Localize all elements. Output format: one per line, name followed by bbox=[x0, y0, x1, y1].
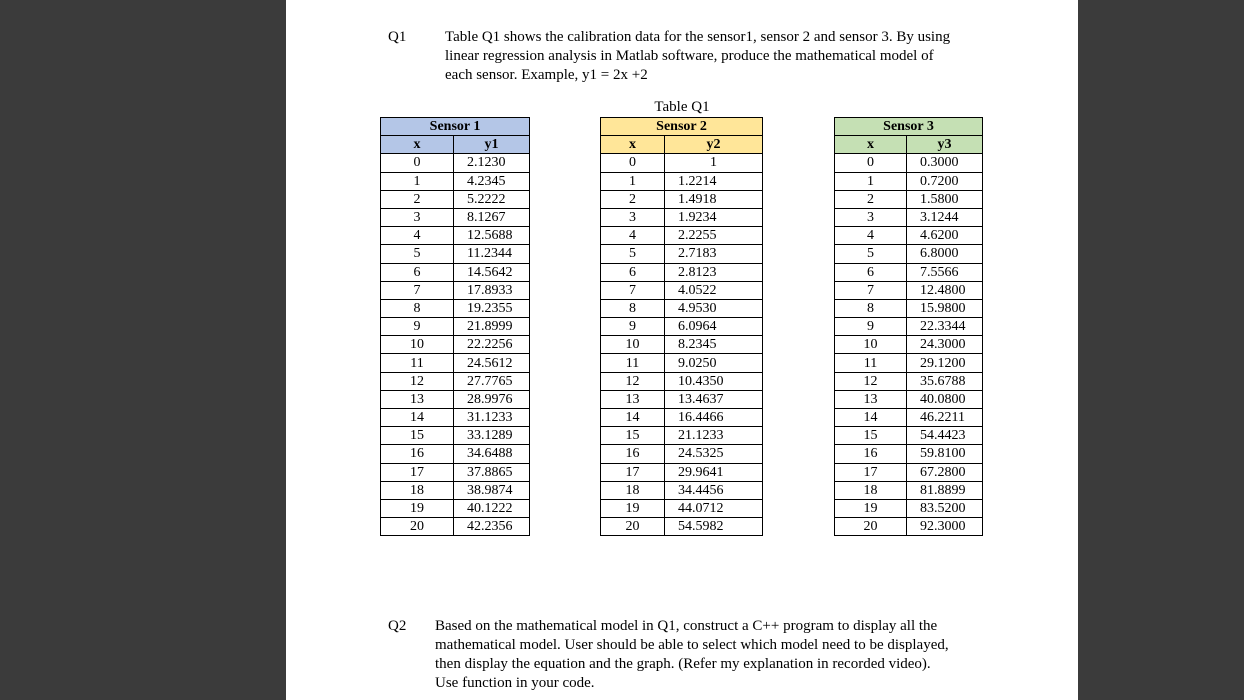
y-cell: 28.9976 bbox=[454, 390, 530, 408]
table-row bbox=[835, 190, 983, 208]
y-cell: 46.2211 bbox=[907, 409, 983, 427]
x-cell: 13 bbox=[381, 390, 454, 408]
table-row bbox=[381, 481, 530, 499]
y-cell: 59.8100 bbox=[907, 445, 983, 463]
y-cell: 1.5800 bbox=[907, 190, 983, 208]
y-cell: 10.4350 bbox=[665, 372, 763, 390]
table-row bbox=[835, 281, 983, 299]
q1-line: linear regression analysis in Matlab software, produce the mathematical model of bbox=[445, 48, 934, 64]
x-cell: 1 bbox=[381, 172, 454, 190]
table-row bbox=[601, 208, 763, 226]
x-cell: 12 bbox=[835, 372, 907, 390]
table-row bbox=[381, 409, 530, 427]
document-page bbox=[286, 0, 1078, 700]
x-cell: 16 bbox=[381, 445, 454, 463]
x-header: x bbox=[601, 136, 665, 154]
x-cell: 11 bbox=[381, 354, 454, 372]
x-cell: 0 bbox=[601, 154, 665, 172]
x-cell: 19 bbox=[381, 499, 454, 517]
y-cell: 35.6788 bbox=[907, 372, 983, 390]
x-cell: 6 bbox=[601, 263, 665, 281]
table-row bbox=[601, 172, 763, 190]
q1-line: each sensor. Example, y1 = 2x +2 bbox=[445, 67, 648, 83]
x-cell: 12 bbox=[601, 372, 665, 390]
y-cell: 0.3000 bbox=[907, 154, 983, 172]
table-row bbox=[835, 208, 983, 226]
y-cell: 6.8000 bbox=[907, 245, 983, 263]
y-cell: 29.9641 bbox=[665, 463, 763, 481]
table-row bbox=[381, 172, 530, 190]
x-cell: 16 bbox=[601, 445, 665, 463]
x-cell: 11 bbox=[601, 354, 665, 372]
y-cell: 12.4800 bbox=[907, 281, 983, 299]
x-cell: 10 bbox=[835, 336, 907, 354]
sensor-title: Sensor 2 bbox=[601, 118, 763, 136]
q1-text bbox=[445, 28, 976, 85]
y-cell: 1.9234 bbox=[665, 208, 763, 226]
x-cell: 3 bbox=[835, 208, 907, 226]
q2-text bbox=[435, 617, 975, 693]
y-header: y1 bbox=[454, 136, 530, 154]
table-row bbox=[601, 445, 763, 463]
y-cell: 4.9530 bbox=[665, 299, 763, 317]
y-cell: 34.4456 bbox=[665, 481, 763, 499]
table-row bbox=[835, 427, 983, 445]
table-row bbox=[381, 227, 530, 245]
table-row bbox=[835, 263, 983, 281]
y-cell: 37.8865 bbox=[454, 463, 530, 481]
x-cell: 15 bbox=[601, 427, 665, 445]
table-row bbox=[601, 354, 763, 372]
x-cell: 5 bbox=[835, 245, 907, 263]
x-cell: 13 bbox=[601, 390, 665, 408]
y-cell: 42.2356 bbox=[454, 518, 530, 536]
table-row bbox=[601, 245, 763, 263]
x-header: x bbox=[381, 136, 454, 154]
table-row bbox=[835, 299, 983, 317]
y-cell: 92.3000 bbox=[907, 518, 983, 536]
x-cell: 2 bbox=[601, 190, 665, 208]
table-row bbox=[835, 499, 983, 517]
table-row bbox=[601, 481, 763, 499]
x-cell: 9 bbox=[381, 318, 454, 336]
table-row bbox=[601, 409, 763, 427]
y-cell: 1.2214 bbox=[665, 172, 763, 190]
table-row bbox=[381, 445, 530, 463]
table-row bbox=[601, 372, 763, 390]
table-row bbox=[835, 463, 983, 481]
x-cell: 7 bbox=[601, 281, 665, 299]
x-cell: 4 bbox=[601, 227, 665, 245]
y-cell: 8.1267 bbox=[454, 208, 530, 226]
x-cell: 1 bbox=[835, 172, 907, 190]
x-cell: 9 bbox=[601, 318, 665, 336]
y-cell: 12.5688 bbox=[454, 227, 530, 245]
x-cell: 7 bbox=[835, 281, 907, 299]
y-cell: 1.4918 bbox=[665, 190, 763, 208]
x-cell: 9 bbox=[835, 318, 907, 336]
table-row bbox=[835, 227, 983, 245]
x-cell: 17 bbox=[835, 463, 907, 481]
y-cell: 22.2256 bbox=[454, 336, 530, 354]
x-cell: 1 bbox=[601, 172, 665, 190]
y-cell: 38.9874 bbox=[454, 481, 530, 499]
x-cell: 20 bbox=[381, 518, 454, 536]
y-cell: 3.1244 bbox=[907, 208, 983, 226]
table-row bbox=[835, 154, 983, 172]
y-cell: 4.6200 bbox=[907, 227, 983, 245]
x-cell: 12 bbox=[381, 372, 454, 390]
table-row bbox=[381, 190, 530, 208]
table-row bbox=[381, 354, 530, 372]
x-cell: 11 bbox=[835, 354, 907, 372]
table-row bbox=[601, 427, 763, 445]
x-cell: 8 bbox=[835, 299, 907, 317]
table-row bbox=[381, 299, 530, 317]
q2-line: Use function in your code. bbox=[435, 675, 595, 691]
y-cell: 1 bbox=[665, 154, 763, 172]
table-row bbox=[601, 227, 763, 245]
y-cell: 6.0964 bbox=[665, 318, 763, 336]
y-cell: 11.2344 bbox=[454, 245, 530, 263]
q2-number: Q2 bbox=[388, 618, 407, 634]
table-row bbox=[601, 499, 763, 517]
y-cell: 31.1233 bbox=[454, 409, 530, 427]
x-cell: 15 bbox=[381, 427, 454, 445]
table-row bbox=[381, 463, 530, 481]
y-cell: 2.1230 bbox=[454, 154, 530, 172]
y-cell: 21.8999 bbox=[454, 318, 530, 336]
x-cell: 15 bbox=[835, 427, 907, 445]
y-cell: 16.4466 bbox=[665, 409, 763, 427]
x-cell: 19 bbox=[835, 499, 907, 517]
q1-line: Table Q1 shows the calibration data for the sensor1, sensor 2 and sensor 3. By using bbox=[445, 29, 951, 45]
table-row bbox=[835, 245, 983, 263]
table-row bbox=[381, 372, 530, 390]
x-cell: 8 bbox=[381, 299, 454, 317]
y-header: y3 bbox=[907, 136, 983, 154]
table-row bbox=[601, 390, 763, 408]
y-cell: 54.5982 bbox=[665, 518, 763, 536]
table-row bbox=[835, 172, 983, 190]
table-row bbox=[601, 263, 763, 281]
sensor-1-table bbox=[380, 117, 530, 536]
x-cell: 18 bbox=[835, 481, 907, 499]
y-cell: 0.7200 bbox=[907, 172, 983, 190]
table-row bbox=[835, 390, 983, 408]
table-row bbox=[381, 390, 530, 408]
q2-line: Based on the mathematical model in Q1, construct a C++ program to display all the bbox=[435, 618, 938, 634]
y-cell: 8.2345 bbox=[665, 336, 763, 354]
x-cell: 18 bbox=[601, 481, 665, 499]
table-row bbox=[381, 263, 530, 281]
x-cell: 5 bbox=[601, 245, 665, 263]
table-row bbox=[381, 318, 530, 336]
x-header: x bbox=[835, 136, 907, 154]
table-caption: Table Q1 bbox=[654, 99, 710, 115]
x-cell: 17 bbox=[601, 463, 665, 481]
y-cell: 33.1289 bbox=[454, 427, 530, 445]
table-row bbox=[381, 281, 530, 299]
q2-line: mathematical model. User should be able to select which model need to be displayed, bbox=[435, 637, 949, 653]
x-cell: 10 bbox=[601, 336, 665, 354]
table-row bbox=[835, 336, 983, 354]
table-row bbox=[381, 518, 530, 536]
x-cell: 8 bbox=[601, 299, 665, 317]
x-cell: 18 bbox=[381, 481, 454, 499]
y-cell: 44.0712 bbox=[665, 499, 763, 517]
x-cell: 13 bbox=[835, 390, 907, 408]
y-cell: 27.7765 bbox=[454, 372, 530, 390]
y-cell: 17.8933 bbox=[454, 281, 530, 299]
table-row bbox=[601, 463, 763, 481]
y-cell: 4.0522 bbox=[665, 281, 763, 299]
table-row bbox=[381, 208, 530, 226]
x-cell: 2 bbox=[835, 190, 907, 208]
y-cell: 40.1222 bbox=[454, 499, 530, 517]
y-cell: 21.1233 bbox=[665, 427, 763, 445]
sensor-3-table bbox=[834, 117, 983, 536]
table-row bbox=[601, 518, 763, 536]
table-row bbox=[835, 445, 983, 463]
y-cell: 14.5642 bbox=[454, 263, 530, 281]
y-cell: 24.5612 bbox=[454, 354, 530, 372]
y-cell: 24.5325 bbox=[665, 445, 763, 463]
y-cell: 19.2355 bbox=[454, 299, 530, 317]
x-cell: 2 bbox=[381, 190, 454, 208]
sensor-title: Sensor 3 bbox=[835, 118, 983, 136]
y-cell: 15.9800 bbox=[907, 299, 983, 317]
q2-line: then display the equation and the graph. (Refer my explanation in recorded video). bbox=[435, 656, 931, 672]
table-row bbox=[381, 154, 530, 172]
x-cell: 0 bbox=[835, 154, 907, 172]
table-row bbox=[381, 499, 530, 517]
x-cell: 6 bbox=[835, 263, 907, 281]
x-cell: 3 bbox=[381, 208, 454, 226]
q1-number: Q1 bbox=[388, 29, 407, 45]
y-cell: 67.2800 bbox=[907, 463, 983, 481]
y-cell: 7.5566 bbox=[907, 263, 983, 281]
x-cell: 5 bbox=[381, 245, 454, 263]
x-cell: 19 bbox=[601, 499, 665, 517]
y-cell: 5.2222 bbox=[454, 190, 530, 208]
y-cell: 2.8123 bbox=[665, 263, 763, 281]
y-cell: 4.2345 bbox=[454, 172, 530, 190]
y-cell: 34.6488 bbox=[454, 445, 530, 463]
x-cell: 0 bbox=[381, 154, 454, 172]
x-cell: 6 bbox=[381, 263, 454, 281]
sensor-title: Sensor 1 bbox=[381, 118, 530, 136]
y-cell: 83.5200 bbox=[907, 499, 983, 517]
y-cell: 81.8899 bbox=[907, 481, 983, 499]
table-row bbox=[835, 354, 983, 372]
y-cell: 9.0250 bbox=[665, 354, 763, 372]
table-row bbox=[381, 336, 530, 354]
x-cell: 16 bbox=[835, 445, 907, 463]
x-cell: 3 bbox=[601, 208, 665, 226]
y-cell: 2.7183 bbox=[665, 245, 763, 263]
table-row bbox=[601, 190, 763, 208]
x-cell: 4 bbox=[835, 227, 907, 245]
table-row bbox=[601, 154, 763, 172]
table-row bbox=[381, 427, 530, 445]
x-cell: 17 bbox=[381, 463, 454, 481]
y-cell: 40.0800 bbox=[907, 390, 983, 408]
y-header: y2 bbox=[665, 136, 763, 154]
x-cell: 10 bbox=[381, 336, 454, 354]
table-row bbox=[381, 245, 530, 263]
y-cell: 2.2255 bbox=[665, 227, 763, 245]
table-row bbox=[835, 372, 983, 390]
table-row bbox=[835, 518, 983, 536]
table-row bbox=[835, 318, 983, 336]
y-cell: 22.3344 bbox=[907, 318, 983, 336]
table-row bbox=[601, 318, 763, 336]
table-row bbox=[835, 409, 983, 427]
x-cell: 20 bbox=[601, 518, 665, 536]
table-row bbox=[835, 481, 983, 499]
x-cell: 14 bbox=[835, 409, 907, 427]
y-cell: 24.3000 bbox=[907, 336, 983, 354]
table-row bbox=[601, 281, 763, 299]
table-row bbox=[601, 299, 763, 317]
x-cell: 4 bbox=[381, 227, 454, 245]
x-cell: 14 bbox=[381, 409, 454, 427]
x-cell: 7 bbox=[381, 281, 454, 299]
y-cell: 54.4423 bbox=[907, 427, 983, 445]
x-cell: 14 bbox=[601, 409, 665, 427]
y-cell: 29.1200 bbox=[907, 354, 983, 372]
sensor-2-table bbox=[600, 117, 763, 536]
y-cell: 13.4637 bbox=[665, 390, 763, 408]
table-row bbox=[601, 336, 763, 354]
x-cell: 20 bbox=[835, 518, 907, 536]
